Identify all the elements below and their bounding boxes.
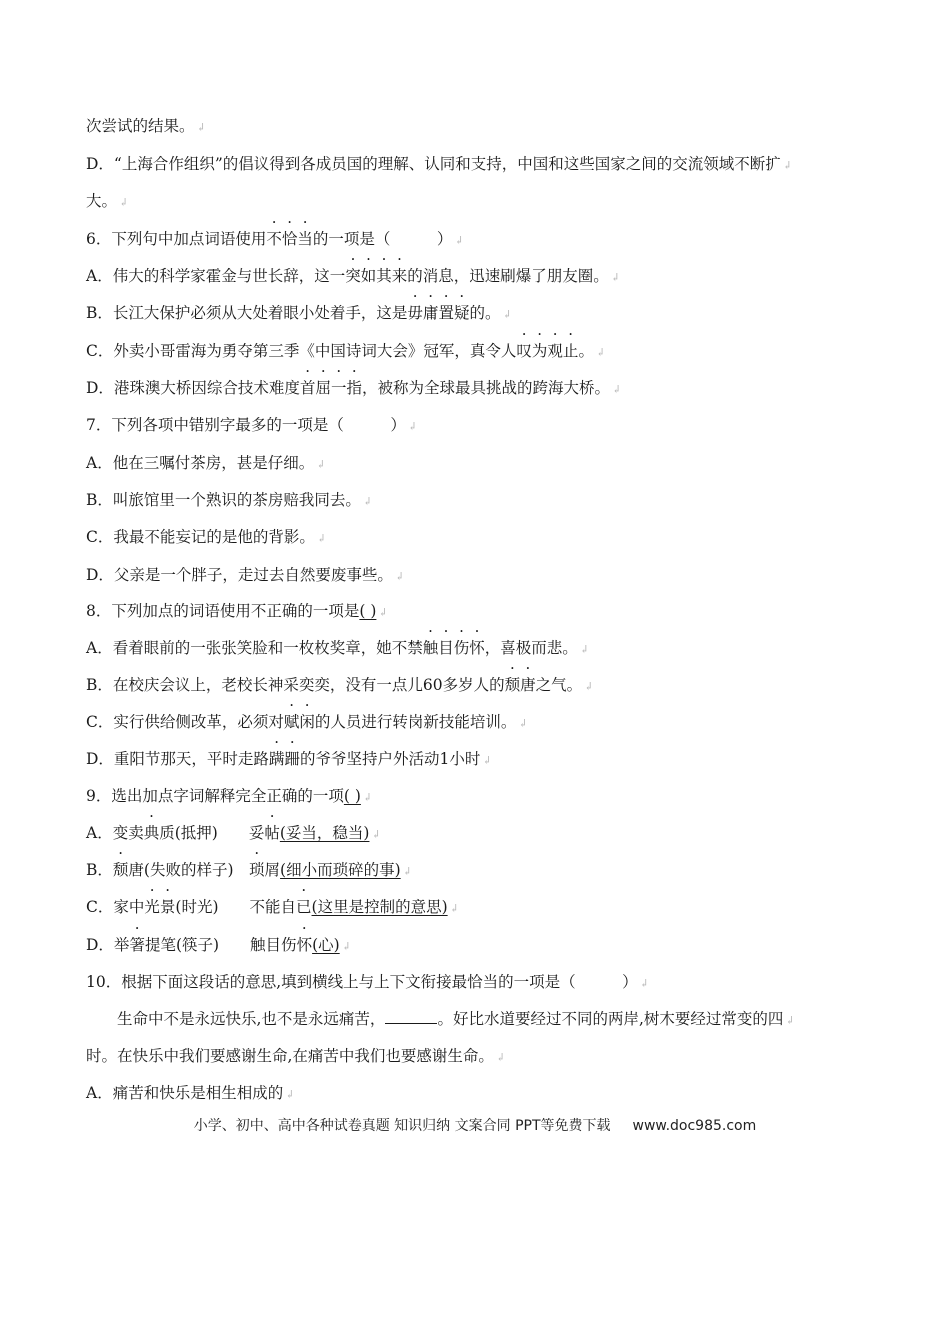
underlined-text: (这里是控制的意思)	[311, 898, 448, 916]
paragraph-mark-icon: ↲	[595, 346, 606, 359]
emphasized-word: 首屈一指	[299, 379, 362, 397]
text-line: B．叫旅馆里一个熟识的茶房赔我同去。 ↲	[86, 491, 373, 509]
text-line: C．家中光景(时光) 不能自已(这里是控制的意思) ↲	[86, 898, 459, 916]
emphasized-word: 典	[143, 824, 160, 842]
underlined-text: ( )	[359, 602, 377, 620]
text-line: B．颓唐(失败的样子) 琐屑(细小而琐碎的事) ↲	[86, 861, 412, 879]
emphasized-word: 颓	[112, 861, 129, 879]
text-line: C．外卖小哥雷海为勇夺第三季《中国诗词大会》冠军，真令人叹为观止。 ↲	[86, 342, 606, 360]
emphasized-word: 毋庸置疑	[407, 304, 470, 322]
text-line: A．伟大的科学家霍金与世长辞，这一突如其来的消息，迅速刷爆了朋友圈。 ↲	[86, 267, 620, 285]
paragraph-mark-icon: ↲	[407, 420, 418, 433]
emphasized-word: 叹为观止	[516, 342, 579, 360]
paragraph-mark-icon: ↲	[454, 234, 464, 247]
text-line: 7．下列各项中错别字最多的一项是（ ） ↲	[86, 416, 418, 434]
paragraph-mark-icon: ↲	[518, 717, 528, 730]
emphasized-word: 帖	[264, 824, 280, 842]
paragraph-mark-icon: ↲	[495, 1051, 506, 1064]
paragraph-mark-icon: ↲	[362, 791, 373, 804]
text-line: 8．下列加点的词语使用不正确的一项是( ) ↲	[86, 602, 388, 620]
underlined-text: (细小而琐碎的事)	[280, 861, 401, 879]
emphasized-word: 琐	[249, 861, 265, 879]
text-line: A．变卖典质(抵押) 妥帖(妥当，稳当) ↲	[86, 824, 381, 842]
paragraph-mark-icon: ↲	[394, 570, 405, 583]
paragraph-mark-icon: ↲	[639, 977, 649, 990]
paragraph-mark-icon: ↲	[196, 121, 206, 134]
text-line: 大。 ↲	[86, 192, 129, 210]
underlined-text: ( )	[343, 787, 361, 805]
emphasized-word: 已	[296, 898, 312, 916]
text-line: A．他在三嘱付茶房，甚是仔细。 ↲	[86, 454, 326, 472]
footer-text: 小学、初中、高中各种试卷真题 知识归纳 文案合同 PPT等免费下载	[193, 1118, 611, 1134]
paragraph-mark-icon: ↲	[579, 643, 589, 656]
text-line: D．重阳节那天，平时走路蹒跚的爷爷坚持户外活动1小时 ↲	[86, 750, 492, 768]
text-line: 10．根据下面这段话的意思,填到横线上与上下文衔接最恰当的一项是（ ） ↲	[86, 973, 649, 991]
emphasized-word: 颓唐	[504, 676, 536, 694]
text-line: D．举箸提笔(筷子) 触目伤怀(心) ↲	[86, 936, 351, 954]
emphasized-word: 怀	[296, 936, 313, 954]
footer-website: www.doc985.com	[632, 1118, 757, 1134]
text-line: A．看着眼前的一张张笑脸和一枚枚奖章，她不禁触目伤怀，喜极而悲。 ↲	[86, 639, 589, 657]
emphasized-word: 不恰当	[266, 230, 313, 248]
paragraph-mark-icon: ↲	[502, 308, 512, 321]
paragraph-mark-icon: ↲	[119, 196, 129, 209]
text-line: A．痛苦和快乐是相生相成的 ↲	[86, 1084, 295, 1102]
text-line: D．港珠澳大桥因综合技术难度首屈一指，被称为全球最具挑战的跨海大桥。 ↲	[86, 379, 622, 397]
text-line: 时。在快乐中我们要感谢生命,在痛苦中我们也要感谢生命。 ↲	[86, 1047, 506, 1065]
text-line: 9．选出加点字词解释完全正确的一项( ) ↲	[86, 787, 373, 805]
paragraph-mark-icon: ↲	[316, 532, 327, 545]
text-line: D．“上海合作组织”的倡议得到各成员国的理解、认同和支持，中国和这些国家之间的交流领域不断扩 ↲	[86, 155, 792, 173]
paragraph-mark-icon: ↲	[341, 940, 351, 953]
paragraph-mark-icon: ↲	[785, 1014, 795, 1027]
text-line: D．父亲是一个胖子，走过去自然要废事些。 ↲	[86, 566, 405, 584]
emphasized-word: 突如其来	[345, 267, 408, 285]
emphasized-word: 触目伤怀	[422, 639, 485, 657]
paragraph-mark-icon: ↲	[371, 828, 381, 841]
emphasized-word: 光景	[144, 898, 176, 916]
emphasized-word: 赋闲	[283, 713, 315, 731]
paragraph-mark-icon: ↲	[362, 495, 373, 508]
text-line: 次尝试的结果。 ↲	[86, 117, 206, 135]
text-line: C．我最不能妄记的是他的背影。 ↲	[86, 528, 327, 546]
text-line: B．长江大保护必须从大处着眼小处着手，这是毋庸置疑的。 ↲	[86, 304, 512, 322]
text-line: C．实行供给侧改革，必须对赋闲的人员进行转岗新技能培训。 ↲	[86, 713, 528, 731]
underlined-text: (妥当，稳当)	[279, 824, 370, 842]
paragraph-mark-icon: ↲	[285, 1088, 295, 1101]
paragraph-mark-icon: ↲	[316, 458, 326, 471]
paragraph-mark-icon: ↲	[482, 754, 492, 767]
text-line: B．在校庆会议上，老校长神采奕奕，没有一点儿60多岁人的颓唐之气。 ↲	[86, 676, 594, 694]
paragraph-mark-icon: ↲	[449, 902, 459, 915]
fill-in-blank	[385, 1009, 437, 1024]
paragraph-mark-icon: ↲	[378, 606, 388, 619]
paragraph-mark-icon: ↲	[612, 383, 622, 396]
paragraph-mark-icon: ↲	[782, 159, 792, 172]
paragraph-mark-icon: ↲	[610, 271, 620, 284]
page-footer	[0, 1115, 950, 1135]
paragraph-mark-icon: ↲	[584, 680, 594, 693]
text-line: 6．下列句中加点词语使用不恰当的一项是（ ） ↲	[86, 230, 464, 248]
paragraph-mark-icon: ↲	[402, 865, 412, 878]
emphasized-word: 箸	[129, 936, 145, 954]
underlined-text: (心)	[312, 936, 340, 954]
text-line: 生命中不是永远快乐,也不是永远痛苦， 。好比水道要经过不同的两岸,树木要经过常变的四 ↲	[86, 1010, 795, 1028]
emphasized-word: 蹒跚	[268, 750, 300, 768]
